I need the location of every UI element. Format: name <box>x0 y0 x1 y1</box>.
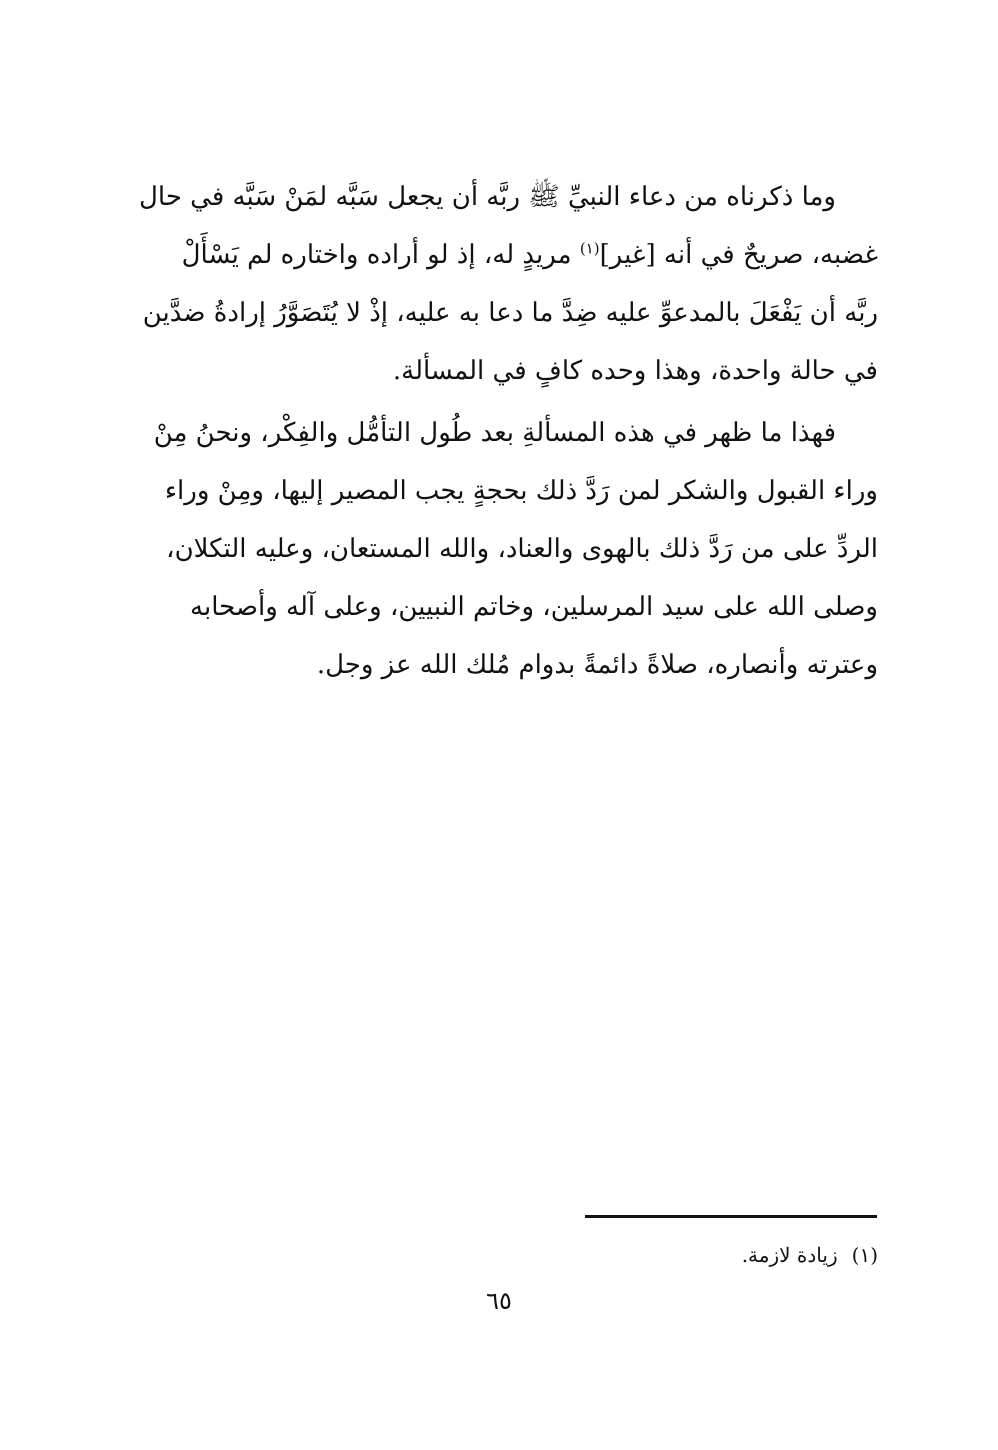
main-text <box>118 168 878 694</box>
paragraph-1-text-end: مريدٍ له، إذ لو أراده واختاره لم يَسْأَلْ ربَّه أن يَفْعَلَ بالمدعوِّ عليه ضِدَّ ما دعا به عليه، إذْ لا يُتَصَوَّرُ إرادةُ ضدَّين في حالة واحدة، وهذا وحده كافٍ في المسألة. <box>142 240 878 386</box>
footnote <box>742 1240 878 1270</box>
footnote-separator <box>585 1215 877 1218</box>
paragraph-2: فهذا ما ظهر في هذه المسألةِ بعد طُول التأمُّل والفِكْر، ونحنُ مِنْ وراء القبول والشكر لمن رَدَّ ذلك بحجةٍ يجب المصير إليها، ومِنْ وراء الردِّ على من رَدَّ ذلك بالهوى والعناد، والله المستعان، وعليه التكلان، وصلى الله على سيد المرسلين، وخاتم النبيين، وعلى آله وأصحابه وعترته وأنصاره، صلاةً دائمةً بدوام مُلك الله عز وجل. <box>153 418 878 680</box>
footnote-number: (١) <box>851 1243 878 1267</box>
page-number: ٦٥ <box>486 1287 512 1315</box>
footnote-text: زيادة لازمة. <box>741 1243 838 1267</box>
footnote-reference: (١) <box>579 239 600 258</box>
paragraph-1 <box>118 168 878 400</box>
paragraph-1-text-start: وما ذكرناه من دعاء النبيِّ ﷺ ربَّه أن يجعل سَبَّه لمَنْ سَبَّه في حال غضبه، صريحٌ في أنه [غير] <box>139 182 878 270</box>
